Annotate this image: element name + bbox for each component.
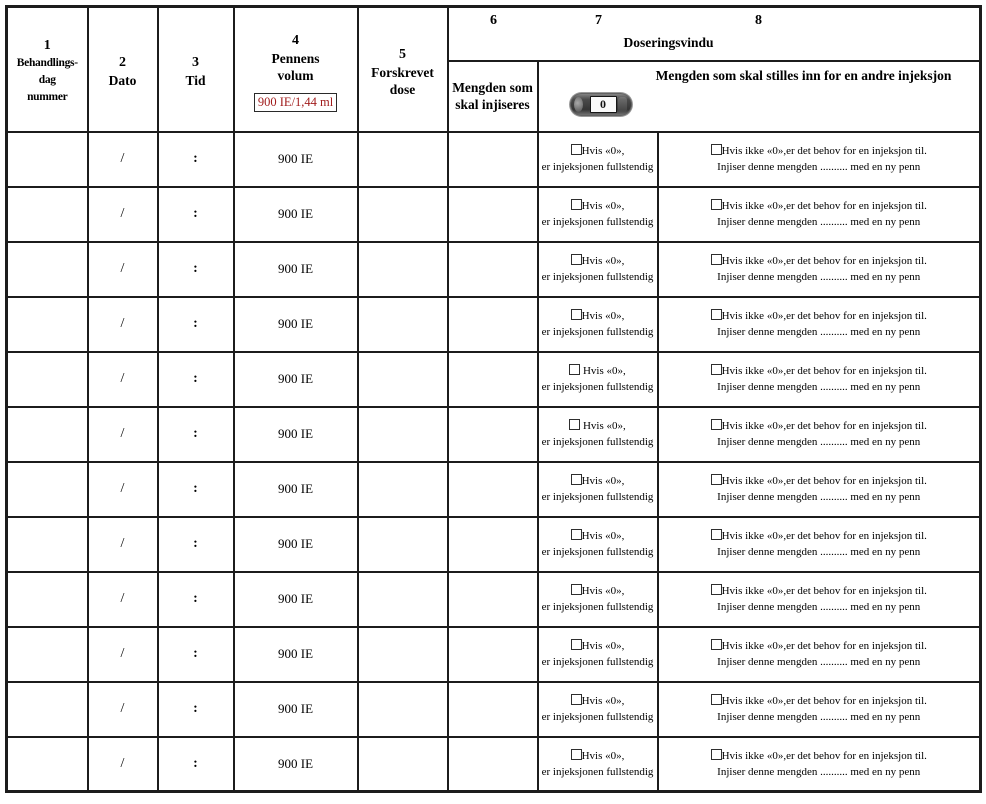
pen-volume-value: 900 IE [277,261,314,276]
time-cell[interactable] [158,242,234,297]
second-injection-label-line1: Hvis ikke «0»,er det behov for en injeksjon til. [721,420,927,432]
table-row [7,242,981,297]
second-injection-label-line1: Hvis ikke «0»,er det behov for en injeksjon til. [721,365,927,377]
second-injection-checkbox-icon[interactable] [711,639,722,650]
second-injection-checkbox-icon[interactable] [711,474,722,485]
prescribed-dose-cell[interactable] [358,352,448,407]
injection-complete-label-line1: Hvis «0», [581,475,625,487]
column-number-7: 7 [595,13,602,28]
second-injection-cell [658,407,981,462]
injection-complete-label-line2: er injeksjonen fullstendig [541,381,654,393]
table-row [7,627,981,682]
injection-complete-checkbox-icon[interactable] [571,309,582,320]
date-separator: / [120,151,125,166]
second-injection-cell [658,737,981,792]
pen-volume-cell [234,352,358,407]
date-separator: / [120,316,125,331]
date-separator: / [120,481,125,496]
second-injection-label-line1: Hvis ikke «0»,er det behov for en injeksjon til. [721,530,927,542]
injection-complete-cell [538,297,658,352]
second-injection-cell [658,517,981,572]
time-cell[interactable] [158,187,234,242]
injection-complete-cell [538,187,658,242]
second-injection-label-line1: Hvis ikke «0»,er det behov for en injeksjon til. [721,749,927,762]
header-label-nummer: nummer [27,91,68,104]
second-injection-checkbox-icon[interactable] [711,309,722,320]
second-injection-label-line1: Hvis ikke «0»,er det behov for en injeksjon til. [721,145,927,157]
second-injection-label-line2: Injiser denne mengden .......... med en ny penn [717,326,921,338]
pen-volume-badge: 900 IE/1,44 ml [254,93,337,112]
injected-amount-cell[interactable] [448,187,538,242]
table-row [7,352,981,407]
second-injection-checkbox-icon[interactable] [711,144,722,155]
prescribed-dose-cell[interactable] [358,682,448,737]
second-injection-checkbox-icon[interactable] [711,254,722,265]
pen-volume-value: 900 IE [277,591,314,606]
second-injection-cell [658,352,981,407]
injection-complete-label-line1: Hvis «0», [581,640,625,652]
injection-complete-checkbox-icon[interactable] [571,474,582,485]
time-cell[interactable] [158,517,234,572]
header-label-tid: Tid [185,73,206,89]
injection-complete-cell [538,682,658,737]
second-injection-label-line2: Injiser denne mengden .......... med en ny penn [717,271,921,283]
header-col-tid [158,7,234,132]
injection-complete-checkbox-icon[interactable] [571,694,582,705]
injection-complete-checkbox-icon[interactable] [571,199,582,210]
injection-complete-cell [538,132,658,187]
injected-amount-cell[interactable] [448,297,538,352]
pen-volume-cell [234,297,358,352]
date-separator: / [120,591,125,606]
date-cell[interactable] [88,187,158,242]
pen-volume-cell [234,187,358,242]
header-label-andre-injeksjon: Mengden som skal stilles inn for en andre injeksjon [655,67,952,83]
header-label-volum: volum [277,67,314,83]
dose-window-pen-icon [570,93,632,116]
injection-complete-checkbox-icon[interactable] [571,529,582,540]
header-label-behandlingsdag: Behandlings- dag [16,57,78,87]
injection-complete-label-line1: Hvis «0», [581,530,625,542]
injected-amount-cell[interactable] [448,132,538,187]
date-separator: / [120,701,125,716]
second-injection-label-line1: Hvis ikke «0»,er det behov for en injeksjon til. [721,640,927,652]
time-separator: : [193,481,198,496]
second-injection-label-line1: Hvis ikke «0»,er det behov for en injeksjon til. [721,310,927,322]
column-number-6: 6 [490,13,497,28]
injection-complete-cell [538,737,658,792]
date-separator: / [120,536,125,551]
injected-amount-cell[interactable] [448,682,538,737]
prescribed-dose-cell[interactable] [358,572,448,627]
column-number-2: 2 [119,55,126,71]
time-cell[interactable] [158,297,234,352]
treatment-day-cell[interactable] [7,517,88,572]
injection-complete-label-line2: er injeksjonen fullstendig [541,326,654,338]
time-cell[interactable] [158,682,234,737]
header-label-mengden-som: Mengden som [452,80,533,95]
second-injection-label-line2: Injiser denne mengden .......... med en ny penn [717,656,921,668]
injection-complete-checkbox-icon[interactable] [571,144,582,155]
injected-amount-cell[interactable] [448,517,538,572]
injection-complete-label-line2: er injeksjonen fullstendig [541,656,654,668]
second-injection-checkbox-icon[interactable] [711,694,722,705]
table-row [7,187,981,242]
injection-complete-checkbox-icon[interactable] [571,749,582,760]
date-cell[interactable] [88,242,158,297]
pen-volume-cell [234,407,358,462]
date-cell[interactable] [88,462,158,517]
column-number-3: 3 [192,55,199,71]
injection-complete-label-line1: Hvis «0», [580,420,626,432]
header-col-pennens-volum [234,7,358,132]
dose-window-value: 0 [590,96,617,113]
treatment-day-cell[interactable] [7,187,88,242]
prescribed-dose-cell[interactable] [358,132,448,187]
date-separator: / [120,206,125,221]
injection-complete-label-line1: Hvis «0», [581,695,625,707]
date-separator: / [120,755,125,771]
header-label-skal-injiseres: skal injiseres [455,97,530,112]
injected-amount-cell[interactable] [448,462,538,517]
prescribed-dose-cell[interactable] [358,242,448,297]
treatment-day-cell[interactable] [7,737,88,792]
second-injection-label-line1: Hvis ikke «0»,er det behov for en injeksjon til. [721,475,927,487]
injection-complete-cell [538,352,658,407]
table-row [7,737,981,792]
time-cell[interactable] [158,737,234,792]
time-separator: : [193,371,198,386]
column-number-1: 1 [43,38,51,54]
injected-amount-cell[interactable] [448,737,538,792]
time-cell[interactable] [158,352,234,407]
second-injection-checkbox-icon[interactable] [711,529,722,540]
pen-volume-cell [234,572,358,627]
time-separator: : [193,755,198,771]
pen-volume-value: 900 IE [277,755,314,771]
injection-complete-checkbox-icon[interactable] [571,254,582,265]
dosing-log-table [5,5,982,793]
prescribed-dose-cell[interactable] [358,627,448,682]
second-injection-label-line1: Hvis ikke «0»,er det behov for en injeksjon til. [721,200,927,212]
injection-complete-label-line1: Hvis «0», [581,585,625,597]
time-separator: : [193,426,198,441]
second-injection-cell [658,242,981,297]
time-cell[interactable] [158,407,234,462]
header-label-doseringsvindu: Doseringsvindu [623,35,714,50]
time-separator: : [193,206,198,221]
injected-amount-cell[interactable] [448,627,538,682]
prescribed-dose-cell[interactable] [358,462,448,517]
column-number-8: 8 [755,13,762,28]
second-injection-label-line1: Hvis ikke «0»,er det behov for en injeksjon til. [721,585,927,597]
time-separator: : [193,591,198,606]
time-cell[interactable] [158,462,234,517]
pen-volume-value: 900 IE [277,536,314,551]
second-injection-checkbox-icon[interactable] [711,749,722,760]
pen-volume-cell [234,737,358,792]
second-injection-cell [658,297,981,352]
injection-complete-label-line1: Hvis «0», [581,255,625,267]
pen-volume-value: 900 IE [277,316,314,331]
table-row [7,462,981,517]
injection-complete-label-line2: er injeksjonen fullstendig [541,436,654,448]
injection-complete-label-line1: Hvis «0», [581,310,625,322]
injection-complete-cell [538,242,658,297]
date-separator: / [120,261,125,276]
injection-complete-cell [538,407,658,462]
time-cell[interactable] [158,132,234,187]
prescribed-dose-cell[interactable] [358,737,448,792]
header-doseringsvindu-group [448,7,981,61]
treatment-day-cell[interactable] [7,132,88,187]
date-cell[interactable] [88,407,158,462]
table-row [7,132,981,187]
column-number-4: 4 [292,32,299,48]
table-row [7,517,981,572]
header-label-dose: dose [389,81,416,97]
header-col-mengden-injiseres [448,61,538,132]
injection-complete-label-line2: er injeksjonen fullstendig [541,711,654,723]
injection-complete-checkbox-icon[interactable] [569,419,580,430]
prescribed-dose-cell[interactable] [358,297,448,352]
second-injection-label-line2: Injiser denne mengden .......... med en ny penn [717,216,921,228]
injection-complete-checkbox-icon[interactable] [569,364,580,375]
second-injection-cell [658,682,981,737]
treatment-day-cell[interactable] [7,572,88,627]
injection-complete-label-line1: Hvis «0», [580,365,626,377]
second-injection-checkbox-icon[interactable] [711,419,722,430]
injection-complete-label-line2: er injeksjonen fullstendig [541,161,654,173]
second-injection-label-line2: Injiser denne mengden .......... med en ny penn [717,546,921,558]
treatment-day-cell[interactable] [7,682,88,737]
date-cell[interactable] [88,627,158,682]
injection-complete-label-line2: er injeksjonen fullstendig [541,216,654,228]
treatment-day-cell[interactable] [7,407,88,462]
date-separator: / [120,371,125,386]
pen-volume-value: 900 IE [277,646,314,661]
injection-complete-cell [538,517,658,572]
treatment-day-cell[interactable] [7,462,88,517]
injection-complete-label-line2: er injeksjonen fullstendig [541,601,654,613]
prescribed-dose-cell[interactable] [358,407,448,462]
second-injection-label-line1: Hvis ikke «0»,er det behov for en injeksjon til. [721,255,927,267]
header-label-pennens: Pennens [271,50,320,66]
time-separator: : [193,646,198,661]
pen-volume-value: 900 IE [277,701,314,716]
second-injection-label-line2: Injiser denne mengden .......... med en ny penn [717,711,921,723]
second-injection-cell [658,627,981,682]
date-cell[interactable] [88,297,158,352]
injection-complete-checkbox-icon[interactable] [571,639,582,650]
injected-amount-cell[interactable] [448,407,538,462]
date-cell[interactable] [88,572,158,627]
treatment-day-cell[interactable] [7,297,88,352]
pen-volume-value: 900 IE [277,371,314,386]
second-injection-checkbox-icon[interactable] [711,584,722,595]
injection-complete-label-line2: er injeksjonen fullstendig [541,271,654,283]
injection-complete-label-line1: Hvis «0», [581,145,625,157]
treatment-day-cell[interactable] [7,242,88,297]
pen-volume-value: 900 IE [277,206,314,221]
injected-amount-cell[interactable] [448,572,538,627]
pen-volume-cell [234,682,358,737]
header-col-andre-injeksjon [538,61,981,132]
date-cell[interactable] [88,682,158,737]
prescribed-dose-cell[interactable] [358,517,448,572]
pen-volume-cell [234,132,358,187]
date-cell[interactable] [88,352,158,407]
second-injection-label-line2: Injiser denne mengden .......... med en ny penn [717,765,921,778]
injection-complete-label-line2: er injeksjonen fullstendig [541,765,654,778]
pen-volume-value: 900 IE [277,151,314,166]
time-cell[interactable] [158,572,234,627]
injected-amount-cell[interactable] [448,242,538,297]
time-separator: : [193,536,198,551]
table-row [7,407,981,462]
date-cell[interactable] [88,132,158,187]
injection-complete-cell [538,572,658,627]
treatment-day-cell[interactable] [7,627,88,682]
pen-volume-cell [234,242,358,297]
second-injection-label-line2: Injiser denne mengden .......... med en ny penn [717,436,921,448]
date-separator: / [120,646,125,661]
header-col-dato [88,7,158,132]
second-injection-label-line2: Injiser denne mengden .......... med en ny penn [717,491,921,503]
second-injection-cell [658,132,981,187]
second-injection-checkbox-icon[interactable] [711,364,722,375]
injection-complete-label-line2: er injeksjonen fullstendig [541,491,654,503]
column-number-5: 5 [399,46,406,62]
second-injection-cell [658,462,981,517]
second-injection-checkbox-icon[interactable] [711,199,722,210]
pen-volume-cell [234,627,358,682]
second-injection-label-line2: Injiser denne mengden .......... med en ny penn [717,381,921,393]
time-separator: : [193,701,198,716]
header-col-forskrevet-dose [358,7,448,132]
injection-complete-label-line1: Hvis «0», [581,749,625,762]
second-injection-label-line1: Hvis ikke «0»,er det behov for en injeksjon til. [721,695,927,707]
time-separator: : [193,316,198,331]
pen-volume-cell [234,462,358,517]
table-row [7,572,981,627]
second-injection-cell [658,187,981,242]
injection-complete-checkbox-icon[interactable] [571,584,582,595]
injection-complete-label-line1: Hvis «0», [581,200,625,212]
date-cell[interactable] [88,737,158,792]
injection-complete-cell [538,627,658,682]
second-injection-cell [658,572,981,627]
pen-volume-value: 900 IE [277,426,314,441]
treatment-day-cell[interactable] [7,352,88,407]
pen-volume-value: 900 IE [277,481,314,496]
time-separator: : [193,261,198,276]
injected-amount-cell[interactable] [448,352,538,407]
header-col-treatment-day [7,7,88,132]
second-injection-label-line2: Injiser denne mengden .......... med en ny penn [717,161,921,173]
date-separator: / [120,426,125,441]
table-row [7,682,981,737]
time-cell[interactable] [158,627,234,682]
header-label-forskrevet: Forskrevet [371,64,434,80]
time-separator: : [193,151,198,166]
injection-complete-cell [538,462,658,517]
date-cell[interactable] [88,517,158,572]
table-row [7,297,981,352]
second-injection-label-line2: Injiser denne mengden .......... med en ny penn [717,601,921,613]
injection-complete-label-line2: er injeksjonen fullstendig [541,546,654,558]
prescribed-dose-cell[interactable] [358,187,448,242]
pen-volume-cell [234,517,358,572]
header-label-dato: Dato [108,73,137,89]
